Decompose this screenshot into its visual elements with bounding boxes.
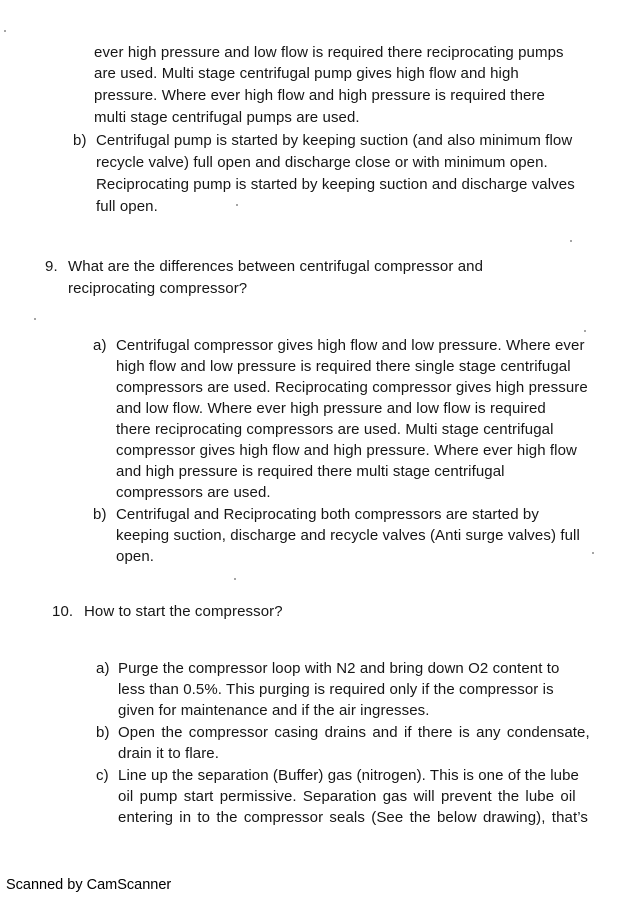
list-marker: b) xyxy=(93,506,107,523)
list-item-line: Line up the separation (Buffer) gas (nitrogen). This is one of the lube xyxy=(118,767,579,784)
list-marker: b) xyxy=(96,724,110,741)
list-item-line: Reciprocating pump is started by keeping suction and discharge valves xyxy=(96,176,575,193)
scan-speck xyxy=(570,240,572,242)
list-item-line: oil pump start permissive. Separation gas will prevent the lube oil xyxy=(118,788,576,805)
list-item-line: high flow and low pressure is required there single stage centrifugal xyxy=(116,358,571,375)
list-item-line: Centrifugal pump is started by keeping suction (and also minimum flow xyxy=(96,132,573,149)
list-item-line: Centrifugal and Reciprocating both compressors are started by xyxy=(116,506,539,523)
paragraph-line: are used. Multi stage centrifugal pump gives high flow and high xyxy=(94,65,519,82)
list-item-line: given for maintenance and if the air ingresses. xyxy=(118,702,430,719)
list-marker: a) xyxy=(96,660,110,677)
scan-speck xyxy=(234,578,236,580)
list-item-line: and high pressure is required there multi stage centrifugal xyxy=(116,463,505,480)
scan-speck xyxy=(236,204,238,206)
scan-speck xyxy=(584,330,586,332)
list-marker: c) xyxy=(96,767,109,784)
list-item-line: compressor gives high flow and high pressure. Where ever high flow xyxy=(116,442,577,459)
scan-speck xyxy=(34,318,36,320)
list-item-line: open. xyxy=(116,548,155,565)
question-heading: How to start the compressor? xyxy=(84,603,283,620)
scanner-watermark: Scanned by CamScanner xyxy=(6,877,172,893)
list-marker: b) xyxy=(73,132,87,149)
paragraph-line: pressure. Where ever high flow and high pressure is required there xyxy=(94,87,545,104)
list-item-line: compressors are used. xyxy=(116,484,271,501)
paragraph-line: multi stage centrifugal pumps are used. xyxy=(94,109,360,126)
scan-speck xyxy=(592,552,594,554)
list-item-line: full open. xyxy=(96,198,158,215)
list-item-line: there reciprocating compressors are used. Multi stage centrifugal xyxy=(116,421,554,438)
list-item-line: keeping suction, discharge and recycle valves (Anti surge valves) full xyxy=(116,527,580,544)
list-marker: a) xyxy=(93,337,107,354)
list-item-line: entering in to the compressor seals (See the below drawing), that’s xyxy=(118,809,588,826)
question-heading: reciprocating compressor? xyxy=(68,280,248,297)
list-item-line: drain it to flare. xyxy=(118,745,220,762)
paragraph-line: ever high pressure and low flow is required there reciprocating pumps xyxy=(94,44,564,61)
list-item-line: Purge the compressor loop with N2 and bring down O2 content to xyxy=(118,660,560,677)
list-item-line: and low flow. Where ever high pressure and low flow is required xyxy=(116,400,546,417)
list-item-line: less than 0.5%. This purging is required only if the compressor is xyxy=(118,681,554,698)
question-number: 9. xyxy=(45,258,58,275)
question-heading: What are the differences between centrifugal compressor and xyxy=(68,258,484,275)
list-item-line: recycle valve) full open and discharge close or with minimum open. xyxy=(96,154,548,171)
list-item-line: Open the compressor casing drains and if there is any condensate, xyxy=(118,724,590,741)
scan-speck xyxy=(4,30,6,32)
list-item-line: Centrifugal compressor gives high flow and low pressure. Where ever xyxy=(116,337,585,354)
question-number: 10. xyxy=(52,603,74,620)
list-item-line: compressors are used. Reciprocating compressor gives high pressure xyxy=(116,379,588,396)
